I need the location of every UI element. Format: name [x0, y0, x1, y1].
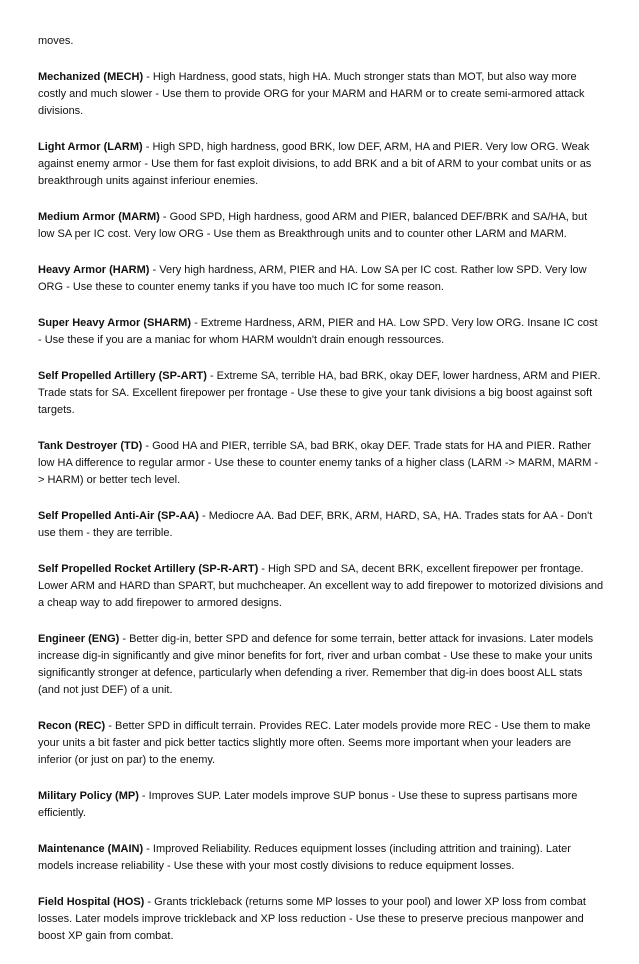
entry-description: - Extreme SA, terrible HA, bad BRK, okay DEF, lower hardness, ARM and PIER. Trade stats for SA. Excellent firepower per frontage - Use these to give your tank divisions a big boost against soft targets.: [38, 370, 601, 416]
entry-heavy-armor: [38, 262, 604, 296]
entry-description: - Very high hardness, ARM, PIER and HA. Low SA per IC cost. Rather low SPD. Very low ORG - Use these to counter enemy tanks if you have too much IC for some reason.: [38, 264, 587, 293]
entry-description: - High SPD and SA, decent BRK, excellent firepower per frontage. Lower ARM and HARD than SPART, but muchcheaper. An excellent way to add firepower to motorized divisions and a cheap way to add firepower to armored designs.: [38, 563, 604, 609]
entry-description: - Better SPD in difficult terrain. Provides REC. Later models provide more REC - Use them to make your units a bit faster and pick better tactics slightly more often. Seems more important when your leaders are inferior (or just on par) to the enemy.: [38, 720, 591, 766]
entry-term: Light Armor (LARM): [38, 141, 143, 153]
entry-sp-artillery: [38, 368, 604, 419]
entry-term: Self Propelled Artillery (SP-ART): [38, 370, 207, 382]
entry-description: - High SPD, high hardness, good BRK, low DEF, ARM, HA and PIER. Very low ORG. Weak against enemy armor - Use them for fast exploit divisions, to add BRK and a bit of ARM to your combat units or as breakthrough units against inferiour enemies.: [38, 141, 592, 187]
intro-paragraph: [38, 33, 604, 50]
entry-term: Self Propelled Anti-Air (SP-AA): [38, 510, 199, 522]
entry-term: Tank Destroyer (TD): [38, 440, 143, 452]
entry-description: - Improved Reliability. Reduces equipment losses (including attrition and training). Later models increase reliability - Use these with your most costly divisions to reduce equipment losses.: [38, 843, 571, 872]
entry-description: - Grants trickleback (returns some MP losses to your pool) and lower XP loss from combat losses. Later models improve trickleback and XP loss reduction - Use these to preserve precious manpower and boost XP gain from combat.: [38, 896, 586, 942]
entry-term: Super Heavy Armor (SHARM): [38, 317, 192, 329]
entry-term: Recon (REC): [38, 720, 106, 732]
entry-term: Military Policy (MP): [38, 790, 139, 802]
entry-recon: [38, 718, 604, 769]
intro-text: moves.: [38, 35, 74, 47]
entry-description: - Better dig-in, better SPD and defence for some terrain, better attack for invasions. Later models increase dig-in significantly and give minor benefits for fort, river and urban combat - Use these to make your units significantly stronger at defence, particularly when defending a river. Remember that dig-in does boost ALL stats (and not just DEF) of a unit.: [38, 633, 594, 696]
entry-engineer: [38, 631, 604, 699]
entry-description: - Improves SUP. Later models improve SUP bonus - Use these to supress partisans more efficiently.: [38, 790, 578, 819]
entry-tank-destroyer: [38, 438, 604, 489]
entry-term: Heavy Armor (HARM): [38, 264, 150, 276]
entry-description: - Extreme Hardness, ARM, PIER and HA. Low SPD. Very low ORG. Insane IC cost - Use these if you are a maniac for whom HARM wouldn't drain enough ressources.: [38, 317, 598, 346]
entry-mechanized: [38, 69, 604, 120]
entry-term: Maintenance (MAIN): [38, 843, 144, 855]
entry-military-policy: [38, 788, 604, 822]
entry-term: Field Hospital (HOS): [38, 896, 145, 908]
entry-light-armor: [38, 139, 604, 190]
entry-description: - Good SPD, High hardness, good ARM and PIER, balanced DEF/BRK and SA/HA, but low SA per IC cost. Very low ORG - Use them as Breakthrough units and to counter other LARM and MARM.: [38, 211, 588, 240]
document-page: [38, 33, 604, 964]
entry-sp-rocket-artillery: [38, 561, 604, 612]
entry-super-heavy-armor: [38, 315, 604, 349]
entry-term: Medium Armor (MARM): [38, 211, 160, 223]
entry-term: Mechanized (MECH): [38, 71, 144, 83]
entry-term: Self Propelled Rocket Artillery (SP-R-ART): [38, 563, 259, 575]
entry-maintenance: [38, 841, 604, 875]
entry-description: - Mediocre AA. Bad DEF, BRK, ARM, HARD, SA, HA. Trades stats for AA - Don't use them - they are terrible.: [38, 510, 593, 539]
entry-description: - Good HA and PIER, terrible SA, bad BRK, okay DEF. Trade stats for HA and PIER. Rather low HA difference to regular armor - Use these to counter enemy tanks of a higher class (LARM -> MARM, MARM -> HARM) or better tech level.: [38, 440, 599, 486]
entry-medium-armor: [38, 209, 604, 243]
entry-description: - High Hardness, good stats, high HA. Much stronger stats than MOT, but also way more costly and much slower - Use them to provide ORG for your MARM and HARM or to create semi-armored attack divisions.: [38, 71, 585, 117]
entry-field-hospital: [38, 894, 604, 945]
entry-term: Engineer (ENG): [38, 633, 120, 645]
entry-sp-anti-air: [38, 508, 604, 542]
